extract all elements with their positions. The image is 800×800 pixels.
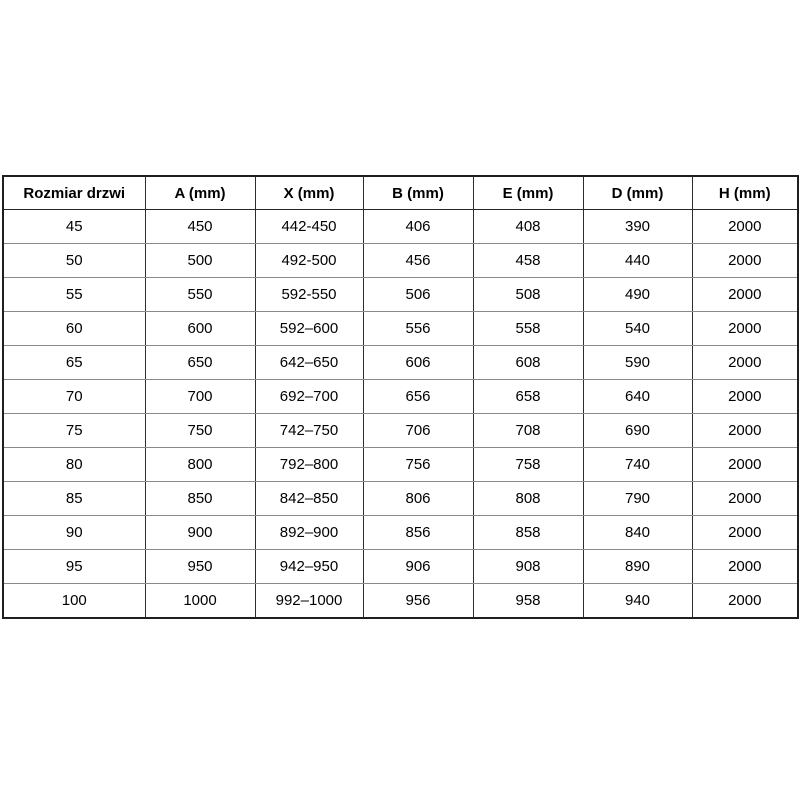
- table-cell: 858: [473, 516, 583, 550]
- table-cell: 2000: [692, 448, 798, 482]
- table-cell: 790: [583, 482, 692, 516]
- table-cell: 900: [145, 516, 255, 550]
- table-cell: 750: [145, 414, 255, 448]
- table-row: [3, 346, 798, 380]
- table-cell: 592-550: [255, 278, 363, 312]
- table-row: [3, 210, 798, 244]
- table-cell: 940: [583, 584, 692, 619]
- table-cell: 950: [145, 550, 255, 584]
- table-cell: 958: [473, 584, 583, 619]
- table-cell: 806: [363, 482, 473, 516]
- table-cell: 95: [3, 550, 145, 584]
- table-cell: 408: [473, 210, 583, 244]
- table-cell: 456: [363, 244, 473, 278]
- table-cell: 856: [363, 516, 473, 550]
- table-cell: 50: [3, 244, 145, 278]
- table-cell: 558: [473, 312, 583, 346]
- column-header: H (mm): [692, 176, 798, 210]
- column-header: B (mm): [363, 176, 473, 210]
- table-cell: 2000: [692, 210, 798, 244]
- table-cell: 458: [473, 244, 583, 278]
- table-cell: 2000: [692, 414, 798, 448]
- table-row: [3, 380, 798, 414]
- column-header: X (mm): [255, 176, 363, 210]
- table-cell: 406: [363, 210, 473, 244]
- table-cell: 690: [583, 414, 692, 448]
- table-cell: 75: [3, 414, 145, 448]
- table-cell: 608: [473, 346, 583, 380]
- table-cell: 892–900: [255, 516, 363, 550]
- table-cell: 540: [583, 312, 692, 346]
- table-cell: 656: [363, 380, 473, 414]
- table-cell: 506: [363, 278, 473, 312]
- table-cell: 2000: [692, 550, 798, 584]
- table-cell: 442-450: [255, 210, 363, 244]
- table-cell: 390: [583, 210, 692, 244]
- table-cell: 942–950: [255, 550, 363, 584]
- table-cell: 642–650: [255, 346, 363, 380]
- table-cell: 508: [473, 278, 583, 312]
- table-cell: 85: [3, 482, 145, 516]
- table-cell: 80: [3, 448, 145, 482]
- table-wrapper: [2, 175, 797, 619]
- table-cell: 742–750: [255, 414, 363, 448]
- table-row: [3, 278, 798, 312]
- table-cell: 992–1000: [255, 584, 363, 619]
- table-cell: 840: [583, 516, 692, 550]
- table-cell: 2000: [692, 482, 798, 516]
- table-cell: 758: [473, 448, 583, 482]
- table-cell: 2000: [692, 244, 798, 278]
- table-row: [3, 550, 798, 584]
- table-cell: 658: [473, 380, 583, 414]
- table-cell: 850: [145, 482, 255, 516]
- table-cell: 700: [145, 380, 255, 414]
- table-cell: 70: [3, 380, 145, 414]
- column-header: D (mm): [583, 176, 692, 210]
- header-row: [3, 176, 798, 210]
- table-cell: 692–700: [255, 380, 363, 414]
- column-header: E (mm): [473, 176, 583, 210]
- table-cell: 800: [145, 448, 255, 482]
- table-cell: 842–850: [255, 482, 363, 516]
- table-cell: 90: [3, 516, 145, 550]
- table-row: [3, 516, 798, 550]
- table-cell: 706: [363, 414, 473, 448]
- table-row: [3, 448, 798, 482]
- table-cell: 808: [473, 482, 583, 516]
- table-cell: 708: [473, 414, 583, 448]
- table-cell: 908: [473, 550, 583, 584]
- table-cell: 600: [145, 312, 255, 346]
- table-cell: 65: [3, 346, 145, 380]
- table-row: [3, 482, 798, 516]
- door-size-dimensions-table: [2, 175, 799, 619]
- table-row: [3, 312, 798, 346]
- table-cell: 450: [145, 210, 255, 244]
- table-cell: 740: [583, 448, 692, 482]
- table-body: [3, 210, 798, 619]
- table-cell: 55: [3, 278, 145, 312]
- table-cell: 2000: [692, 346, 798, 380]
- table-row: [3, 584, 798, 619]
- table-header: [3, 176, 798, 210]
- table-cell: 956: [363, 584, 473, 619]
- table-cell: 640: [583, 380, 692, 414]
- table-cell: 45: [3, 210, 145, 244]
- table-cell: 606: [363, 346, 473, 380]
- table-cell: 1000: [145, 584, 255, 619]
- table-cell: 590: [583, 346, 692, 380]
- column-header: A (mm): [145, 176, 255, 210]
- table-cell: 592–600: [255, 312, 363, 346]
- table-cell: 906: [363, 550, 473, 584]
- table-cell: 492-500: [255, 244, 363, 278]
- table-cell: 60: [3, 312, 145, 346]
- column-header: Rozmiar drzwi: [3, 176, 145, 210]
- table-cell: 650: [145, 346, 255, 380]
- table-cell: 792–800: [255, 448, 363, 482]
- table-cell: 756: [363, 448, 473, 482]
- table-cell: 890: [583, 550, 692, 584]
- table-cell: 2000: [692, 516, 798, 550]
- table-cell: 550: [145, 278, 255, 312]
- table-cell: 440: [583, 244, 692, 278]
- table-cell: 556: [363, 312, 473, 346]
- table-cell: 2000: [692, 278, 798, 312]
- table-cell: 500: [145, 244, 255, 278]
- table-cell: 2000: [692, 380, 798, 414]
- table-cell: 2000: [692, 312, 798, 346]
- table-cell: 100: [3, 584, 145, 619]
- table-row: [3, 244, 798, 278]
- table-cell: 2000: [692, 584, 798, 619]
- table-row: [3, 414, 798, 448]
- table-cell: 490: [583, 278, 692, 312]
